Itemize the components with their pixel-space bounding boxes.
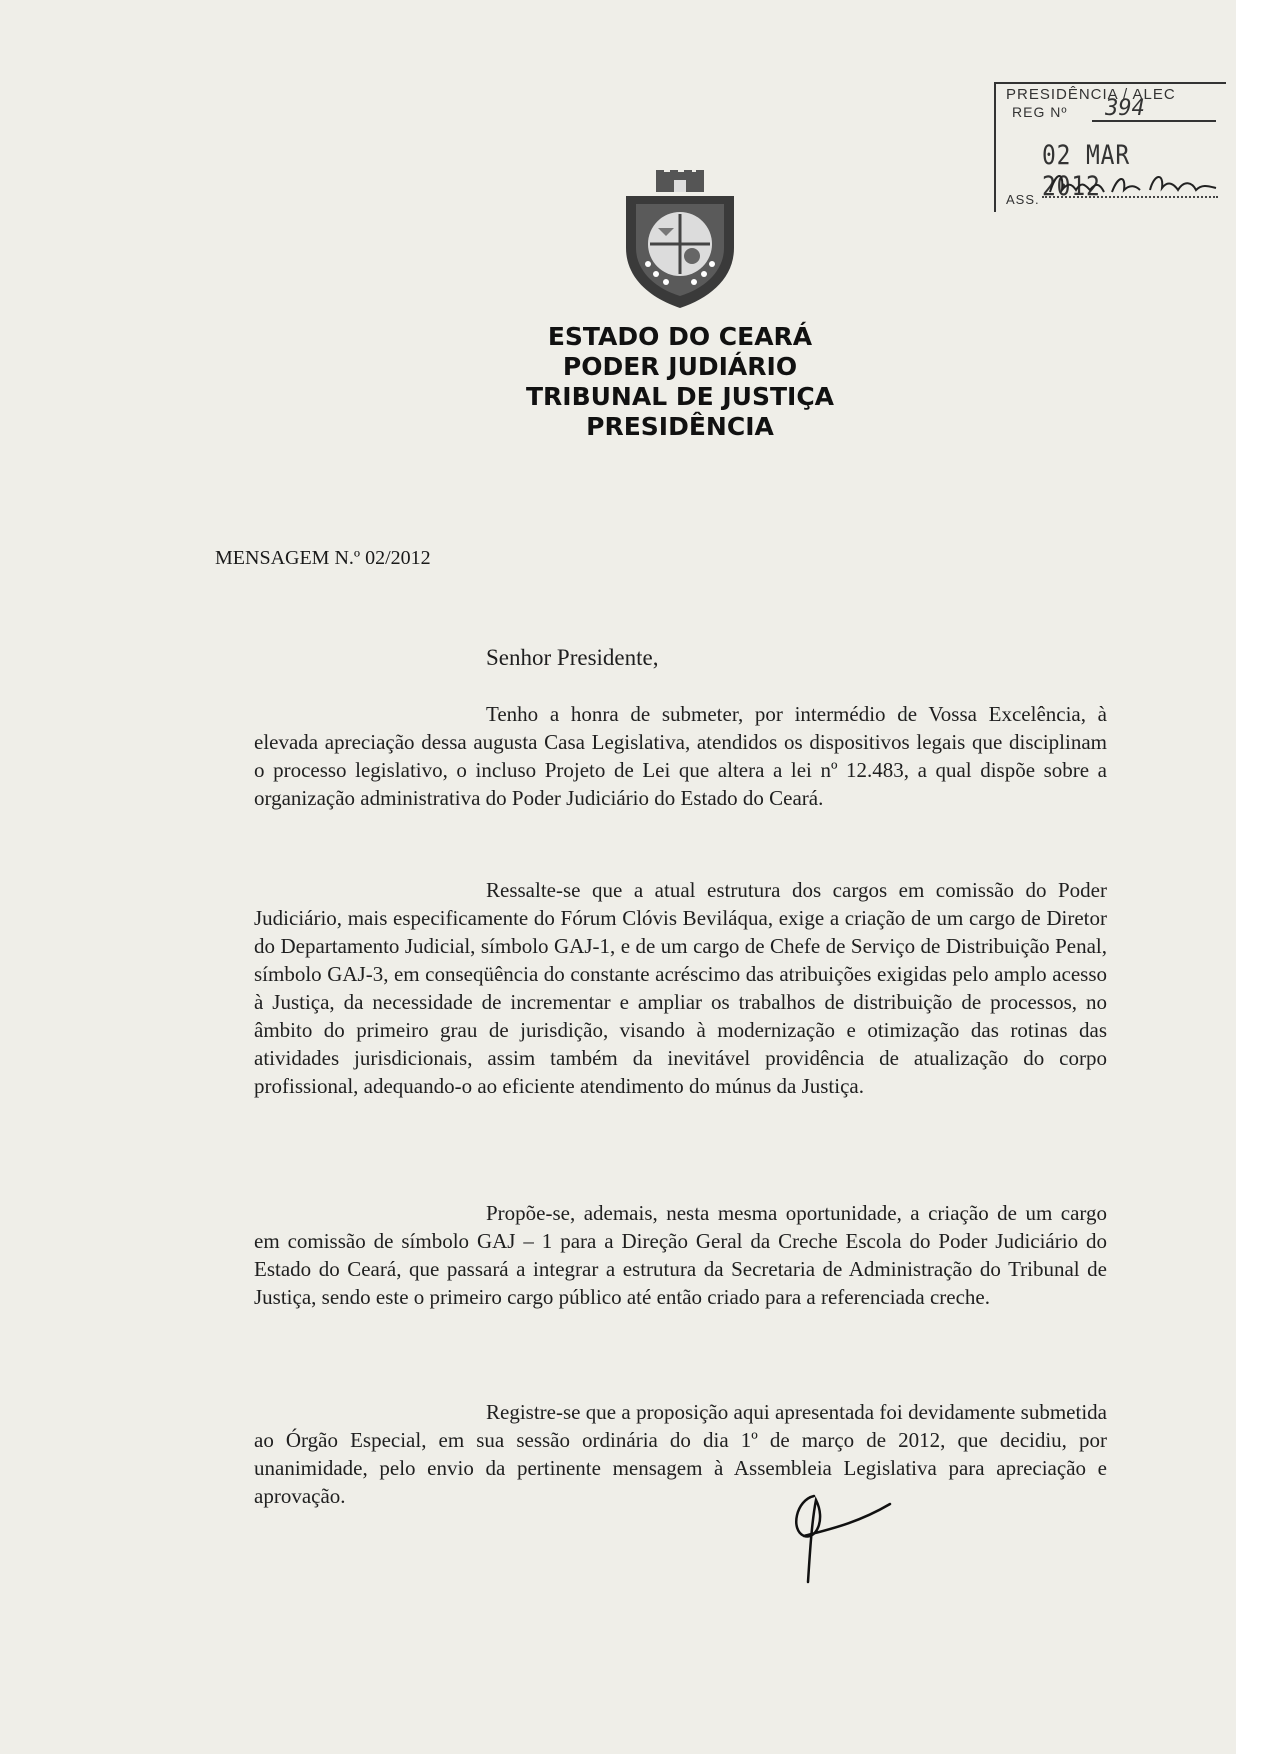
paragraph-1: Tenho a honra de submeter, por intermédio de Vossa Excelência, à elevada apreciação dessa augusta Casa Legislativa, atendidos os dispositivos legais que disciplinam o processo legislativo, o incluso Projeto de Lei que altera a lei nº 12.483, a qual dispõe sobre a organização administrativa do Poder Judiciário do Estado do Ceará. [254,702,1107,810]
signature-icon [786,1490,896,1590]
paragraph-4: Registre-se que a proposição aqui apresentada foi devidamente submetida ao Órgão Especial, em sua sessão ordinária do dia 1º de março de 2012, que decidiu, por unanimidade, pelo envio da pertinente mensagem à Assembleia Legislativa para apreciação e aprovação. [254,1400,1107,1508]
stamp-reg-label: REG Nº [1012,104,1068,120]
paragraph-2: Ressalte-se que a atual estrutura dos cargos em comissão do Poder Judiciário, mais especificamente do Fórum Clóvis Beviláqua, exige a criação de um cargo de Diretor do Departamento Judicial, símbolo GAJ-1, e de um cargo de Chefe de Serviço de Distribuição Penal, símbolo GAJ-3, em conseqüência do constante acréscimo das atribuições exigidas pelo amplo acesso à Justiça, da necessidade de incrementar e ampliar os trabalhos de distribuição de processos, no âmbito do primeiro grau de jurisdição, visando à modernização e otimização das rotinas das atividades jurisdicionais, assim também da inevitável providência de atualização do corpo profissional, adequando-o ao eficiente atendimento do múnus da Justiça. [254,878,1107,1098]
reception-stamp [994,82,1226,212]
salutation: Senhor Presidente, [486,645,659,670]
message-number: MENSAGEM N.º 02/2012 [215,547,431,569]
scan-margin [1236,0,1275,1754]
letterhead-office: PRESIDÊNCIA [586,412,774,441]
paragraph-3: Propõe-se, ademais, nesta mesma oportunidade, a criação de um cargo em comissão de símbolo GAJ – 1 para a Direção Geral da Creche Escola do Poder Judiciário do Estado do Ceará, que passará a integrar a estrutura da Secretaria de Administração do Tribunal de Justiça, sendo este o primeiro cargo público até então criado para a referenciada creche. [254,1201,1107,1309]
stamp-reg-line [1158,120,1216,122]
letterhead-court: TRIBUNAL DE JUSTIÇA [525,382,835,411]
letterhead-branch: PODER JUDIÁRIO [562,352,798,381]
stamp-reg-number: 394 [1092,98,1158,122]
stamp-header: PRESIDÊNCIA / ALEC [1006,86,1176,103]
letterhead-state: ESTADO DO CEARÁ [547,322,813,351]
crest-icon [618,170,742,310]
stamp-ass-label: ASS. [1006,192,1040,207]
stamp-signature-icon [1046,168,1222,198]
letterhead [420,322,940,442]
stamp-date: 02 MAR 2012 [1042,140,1131,202]
